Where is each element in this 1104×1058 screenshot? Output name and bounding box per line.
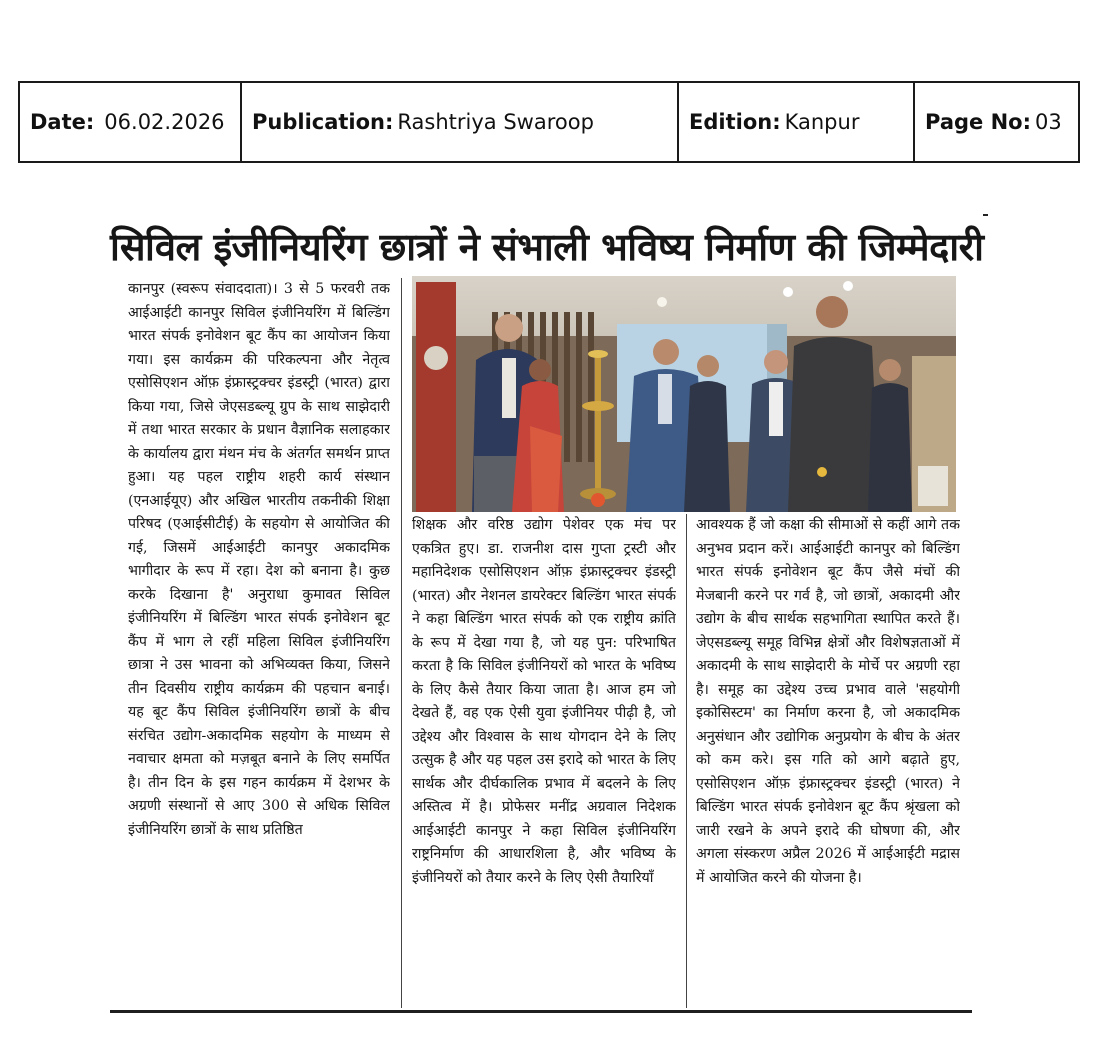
- event-photo: [412, 276, 956, 512]
- bottom-rule: [110, 1010, 972, 1013]
- date-label: Date:: [30, 110, 95, 134]
- column-divider: [401, 278, 402, 1008]
- date-cell: [20, 83, 242, 161]
- page-value: 03: [1034, 110, 1062, 134]
- edition-label: Edition:: [689, 110, 781, 134]
- column-divider: [686, 514, 687, 1008]
- publication-cell: [242, 83, 679, 161]
- newspaper-clipping: [110, 212, 984, 1014]
- publication-value: Rashtriya Swaroop: [397, 110, 594, 134]
- page-number-cell: [915, 83, 1078, 161]
- article-column-3: आवश्यक हैं जो कक्षा की सीमाओं से कहीं आगे तक अनुभव प्रदान करें। आईआईटी कानपुर को बिल्डिंग भारत संपर्क इनोवेशन बूट कैंप जैसे मंचों की मेजबानी करने पर गर्व है, जो छात्रों, अकादमी और उद्योग के बीच सार्थक सहभागिता स्थापित करते हैं। जेएसडब्ल्यू समूह विभिन्न क्षेत्रों और विशेषज्ञताओं में अकादमी के साथ साझेदारी के मोर्चे पर अग्रणी रहा है। समूह का उद्देश्य उच्च प्रभाव वाले 'सहयोगी इकोसिस्टम' का निर्माण करना है, जो अकादमिक अनुसंधान और उद्योगिक अनुप्रयोग के बीच के अंतर को कम करे। इस गति को आगे बढ़ाते हुए, एसोसिएशन ऑफ़ इंफ्रास्ट्रक्चर इंडस्ट्री (भारत) ने बिल्डिंग भारत संपर्क इनोवेशन बूट कैंप श्रृंखला को जारी रखने के अपने इरादे की घोषणा की, और अगला संस्करण अप्रैल 2026 में आईआईटी मद्रास में आयोजित करने की योजना है।: [696, 517, 960, 886]
- edition-cell: [679, 83, 915, 161]
- corner-mark: [983, 214, 988, 216]
- article-column-1: कानपुर (स्वरूप संवाददाता)। 3 से 5 फरवरी तक आईआईटी कानपुर सिविल इंजीनियरिंग में बिल्डिंग भारत संपर्क इनोवेशन बूट कैंप का आयोजन किया गया। इस कार्यक्रम की परिकल्पना और नेतृत्व एसोसिएशन ऑफ़ इंफ्रास्ट्रक्चर इंडस्ट्री (भारत) द्वारा किया गया, जिसे जेएसडब्ल्यू ग्रुप के साथ साझेदारी में तथा भारत सरकार के प्रधान वैज्ञानिक सलाहकार के कार्यालय द्वारा मंथन मंच के अंतर्गत समर्थन प्राप्त हुआ। यह पहल राष्ट्रीय शहरी कार्य संस्थान (एनआईयूए) और अखिल भारतीय तकनीकी शिक्षा परिषद (एआईसीटीई) के सहयोग से आयोजित की गई, जिसमें आईआईटी कानपुर अकादमिक भागीदार के रूप में रहा। देश को बनाना है। कुछ करके दिखाना है' अनुराधा कुमावत सिविल इंजीनियरिंग में बिल्डिंग भारत संपर्क इनोवेशन बूट कैंप में भाग ले रहीं महिला सिविल इंजीनियरिंग छात्रा ने उस भावना को अभिव्यक्त किया, जिसने तीन दिवसीय राष्ट्रीय कार्यक्रम की पहचान बनाई। यह बूट कैंप सिविल इंजीनियरिंग छात्रों के बीच संरचित उद्योग-अकादमिक सहयोग के माध्यम से नवाचार क्षमता को मज़बूत बनाने के लिए समर्पित है। तीन दिन के इस गहन कार्यक्रम में देशभर के अग्रणी संस्थानों से आए 300 से अधिक सिविल इंजीनियरिंग छात्रों के साथ प्रतिष्ठित: [128, 281, 390, 838]
- edition-value: Kanpur: [784, 110, 860, 134]
- lamp-lighting-photo: [412, 276, 956, 512]
- metadata-table: [18, 81, 1080, 163]
- date-value: 06.02.2026: [104, 110, 225, 134]
- publication-label: Publication:: [252, 110, 394, 134]
- article-headline: सिविल इंजीनियरिंग छात्रों ने संभाली भविष्य निर्माण की जिम्मेदारी: [110, 225, 984, 269]
- page-label: Page No:: [925, 110, 1031, 134]
- article-column-2: शिक्षक और वरिष्ठ उद्योग पेशेवर एक मंच पर एकत्रित हुए। डा. राजनीश दास गुप्ता ट्रस्टी और महानिदेशक एसोसिएशन ऑफ़ इंफ्रास्ट्रक्चर इंडस्ट्री (भारत) और नेशनल डायरेक्टर बिल्डिंग भारत संपर्क ने कहा बिल्डिंग भारत संपर्क को एक राष्ट्रीय क्रांति के रूप में देखा गया है, जो यह पुन: परिभाषित करता है कि सिविल इंजीनियरों को भारत के भविष्य के लिए कैसे तैयार किया जाता है। आज हम जो देखते हैं, वह एक ऐसी युवा इंजीनियर पीढ़ी है, जो उद्देश्य और विश्वास के साथ योगदान देने के लिए उत्सुक है और यह पहल उस इरादे को भारत के लिए सार्थक और दीर्घकालिक प्रभाव में बदलने के लिए अस्तित्व में है। प्रोफेसर मनींद्र अग्रवाल निदेशक आईआईटी कानपुर ने कहा सिविल इंजीनियरिंग राष्ट्रनिर्माण की आधारशिला है, और भविष्य के इंजीनियरों को तैयार करने के लिए ऐसी तैयारियाँ: [412, 517, 676, 886]
